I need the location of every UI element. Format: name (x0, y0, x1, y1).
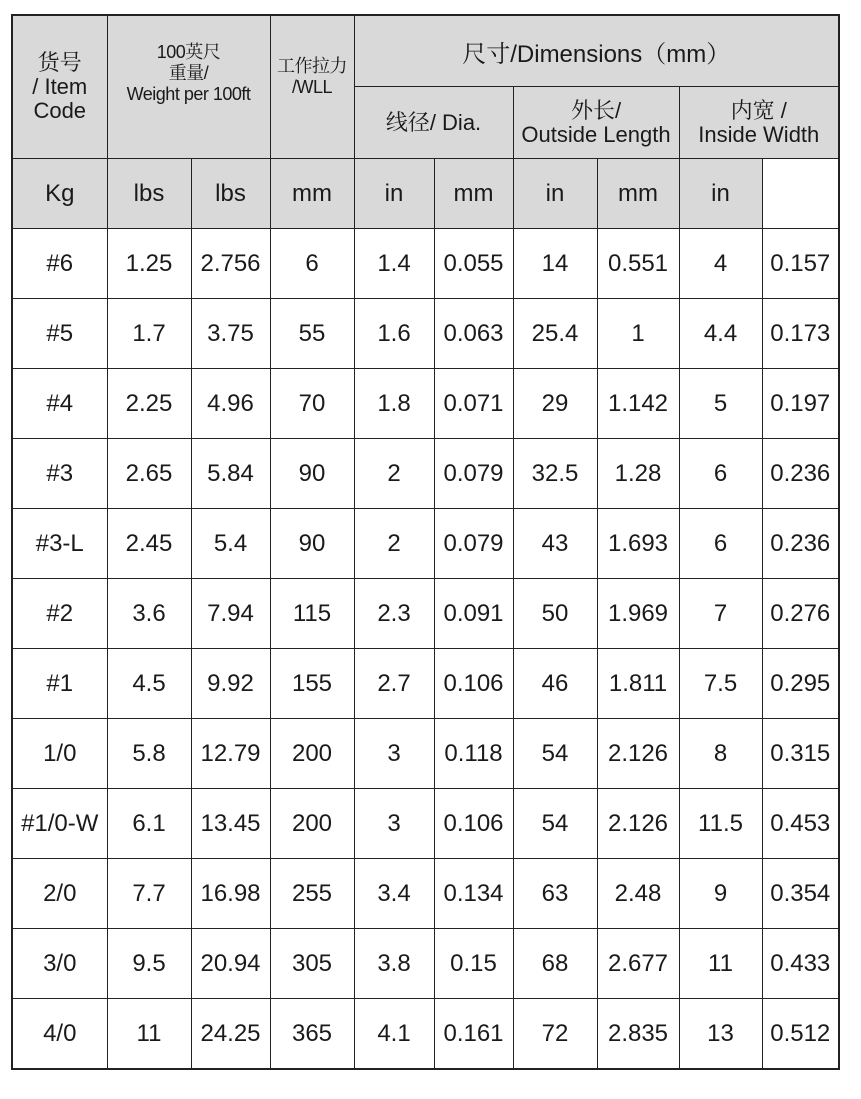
cell-outside-length-in: 1.28 (597, 439, 679, 509)
table-row (12, 789, 839, 859)
weight-header-line1: 100英尺 (156, 42, 221, 62)
cell-inside-width-in: 0.197 (762, 369, 839, 439)
cell-weight-kg: 5.8 (107, 719, 191, 789)
cell-weight-kg: 7.7 (107, 859, 191, 929)
table-row (12, 649, 839, 719)
cell-weight-lbs: 3.75 (191, 299, 270, 369)
cell-weight-kg: 4.5 (107, 649, 191, 719)
cell-item-code: #5 (12, 299, 107, 369)
cell-outside-length-in: 2.126 (597, 789, 679, 859)
cell-outside-length-in: 0.551 (597, 229, 679, 299)
cell-wll-lbs: 200 (270, 719, 354, 789)
unit-inside-in: in (679, 159, 762, 229)
unit-outside-in: in (513, 159, 597, 229)
cell-item-code: 2/0 (12, 859, 107, 929)
cell-inside-width-mm: 6 (679, 439, 762, 509)
weight-header (107, 15, 270, 159)
cell-outside-length-in: 2.48 (597, 859, 679, 929)
cell-weight-kg: 1.7 (107, 299, 191, 369)
unit-dia-mm: mm (270, 159, 354, 229)
cell-outside-length-mm: 72 (513, 999, 597, 1070)
cell-inside-width-in: 0.315 (762, 719, 839, 789)
cell-wll-lbs: 90 (270, 509, 354, 579)
cell-outside-length-mm: 43 (513, 509, 597, 579)
item-code-header (12, 15, 107, 159)
cell-dia-mm: 2 (354, 439, 434, 509)
cell-dia-in: 0.079 (434, 439, 513, 509)
cell-item-code: #4 (12, 369, 107, 439)
cell-dia-mm: 3 (354, 719, 434, 789)
cell-outside-length-in: 1.811 (597, 649, 679, 719)
cell-dia-in: 0.063 (434, 299, 513, 369)
cell-weight-lbs: 4.96 (191, 369, 270, 439)
cell-outside-length-mm: 32.5 (513, 439, 597, 509)
cell-weight-kg: 1.25 (107, 229, 191, 299)
cell-wll-lbs: 155 (270, 649, 354, 719)
cell-weight-lbs: 16.98 (191, 859, 270, 929)
cell-outside-length-mm: 63 (513, 859, 597, 929)
cell-outside-length-mm: 29 (513, 369, 597, 439)
cell-outside-length-in: 2.126 (597, 719, 679, 789)
weight-header-line2: 重量/ (168, 63, 209, 83)
cell-inside-width-mm: 11 (679, 929, 762, 999)
table-row (12, 929, 839, 999)
table-row (12, 579, 839, 649)
cell-item-code: #1/0-W (12, 789, 107, 859)
cell-inside-width-in: 0.157 (762, 229, 839, 299)
inside-width-header (679, 87, 839, 159)
cell-weight-lbs: 2.756 (191, 229, 270, 299)
cell-outside-length-mm: 14 (513, 229, 597, 299)
table-row (12, 509, 839, 579)
cell-inside-width-in: 0.295 (762, 649, 839, 719)
dimensions-header: 尺寸/Dimensions（mm） (354, 15, 839, 87)
cell-outside-length-in: 1.142 (597, 369, 679, 439)
cell-inside-width-in: 0.433 (762, 929, 839, 999)
table-row (12, 999, 839, 1070)
cell-wll-lbs: 305 (270, 929, 354, 999)
unit-weight-kg: Kg (12, 159, 107, 229)
wll-header (270, 15, 354, 159)
item-code-header-en2: Code (33, 98, 87, 123)
cell-inside-width-in: 0.236 (762, 509, 839, 579)
units-row (12, 159, 839, 229)
cell-weight-lbs: 24.25 (191, 999, 270, 1070)
item-code-header-cn: 货号 (37, 50, 82, 75)
cell-weight-lbs: 13.45 (191, 789, 270, 859)
cell-weight-lbs: 9.92 (191, 649, 270, 719)
unit-outside-mm: mm (434, 159, 513, 229)
unit-weight-lbs: lbs (107, 159, 191, 229)
cell-outside-length-mm: 50 (513, 579, 597, 649)
cell-dia-in: 0.091 (434, 579, 513, 649)
cell-inside-width-mm: 7.5 (679, 649, 762, 719)
cell-dia-mm: 4.1 (354, 999, 434, 1070)
cell-inside-width-mm: 4 (679, 229, 762, 299)
cell-dia-mm: 2.3 (354, 579, 434, 649)
cell-inside-width-mm: 8 (679, 719, 762, 789)
cell-dia-mm: 3.4 (354, 859, 434, 929)
dia-header: 线径/ Dia. (354, 87, 513, 159)
cell-item-code: 1/0 (12, 719, 107, 789)
cell-weight-lbs: 7.94 (191, 579, 270, 649)
cell-outside-length-in: 1.693 (597, 509, 679, 579)
inside-width-header-cn: 内宽 / (730, 97, 787, 123)
cell-wll-lbs: 70 (270, 369, 354, 439)
cell-wll-lbs: 365 (270, 999, 354, 1070)
cell-item-code: 3/0 (12, 929, 107, 999)
cell-wll-lbs: 255 (270, 859, 354, 929)
cell-outside-length-mm: 25.4 (513, 299, 597, 369)
cell-inside-width-in: 0.512 (762, 999, 839, 1070)
cell-dia-mm: 3 (354, 789, 434, 859)
cell-inside-width-mm: 6 (679, 509, 762, 579)
cell-weight-kg: 6.1 (107, 789, 191, 859)
cell-dia-in: 0.055 (434, 229, 513, 299)
cell-dia-in: 0.161 (434, 999, 513, 1070)
table-row (12, 229, 839, 299)
cell-weight-kg: 2.25 (107, 369, 191, 439)
cell-inside-width-mm: 9 (679, 859, 762, 929)
cell-outside-length-in: 1.969 (597, 579, 679, 649)
cell-item-code: #1 (12, 649, 107, 719)
cell-weight-kg: 2.65 (107, 439, 191, 509)
cell-inside-width-in: 0.236 (762, 439, 839, 509)
outside-length-header-cn: 外长/ (570, 97, 622, 123)
cell-inside-width-mm: 7 (679, 579, 762, 649)
cell-inside-width-mm: 11.5 (679, 789, 762, 859)
cell-dia-mm: 1.8 (354, 369, 434, 439)
cell-outside-length-mm: 46 (513, 649, 597, 719)
cell-wll-lbs: 200 (270, 789, 354, 859)
table-row (12, 369, 839, 439)
cell-weight-lbs: 20.94 (191, 929, 270, 999)
cell-inside-width-in: 0.173 (762, 299, 839, 369)
cell-dia-mm: 1.4 (354, 229, 434, 299)
cell-outside-length-mm: 68 (513, 929, 597, 999)
cell-dia-mm: 3.8 (354, 929, 434, 999)
cell-inside-width-mm: 13 (679, 999, 762, 1070)
cell-wll-lbs: 6 (270, 229, 354, 299)
cell-dia-in: 0.079 (434, 509, 513, 579)
cell-outside-length-mm: 54 (513, 789, 597, 859)
cell-outside-length-mm: 54 (513, 719, 597, 789)
cell-inside-width-mm: 5 (679, 369, 762, 439)
cell-inside-width-in: 0.453 (762, 789, 839, 859)
cell-weight-lbs: 5.84 (191, 439, 270, 509)
outside-length-header (513, 87, 679, 159)
cell-outside-length-in: 1 (597, 299, 679, 369)
outside-length-header-en: Outside Length (521, 121, 671, 147)
cell-dia-in: 0.134 (434, 859, 513, 929)
table-row (12, 859, 839, 929)
cell-item-code: #2 (12, 579, 107, 649)
cell-item-code: #3 (12, 439, 107, 509)
cell-dia-in: 0.106 (434, 649, 513, 719)
table-body (12, 229, 839, 1070)
cell-dia-in: 0.15 (434, 929, 513, 999)
table-row (12, 719, 839, 789)
cell-dia-mm: 1.6 (354, 299, 434, 369)
cell-inside-width-in: 0.354 (762, 859, 839, 929)
item-code-header-en1: / Item (32, 74, 88, 99)
inside-width-header-en: Inside Width (698, 121, 820, 147)
weight-header-line3: Weight per 100ft (126, 84, 251, 104)
table-header (12, 15, 839, 229)
cell-inside-width-mm: 4.4 (679, 299, 762, 369)
specification-table (11, 14, 840, 1070)
cell-wll-lbs: 55 (270, 299, 354, 369)
cell-item-code: #6 (12, 229, 107, 299)
cell-weight-kg: 3.6 (107, 579, 191, 649)
cell-item-code: #3-L (12, 509, 107, 579)
cell-weight-kg: 9.5 (107, 929, 191, 999)
cell-dia-in: 0.071 (434, 369, 513, 439)
cell-dia-mm: 2.7 (354, 649, 434, 719)
cell-dia-in: 0.106 (434, 789, 513, 859)
wll-header-cn: 工作拉力 (277, 56, 347, 76)
wll-header-en: /WLL (291, 77, 332, 97)
cell-dia-mm: 2 (354, 509, 434, 579)
table-row (12, 439, 839, 509)
unit-inside-mm: mm (597, 159, 679, 229)
cell-wll-lbs: 90 (270, 439, 354, 509)
cell-item-code: 4/0 (12, 999, 107, 1070)
cell-wll-lbs: 115 (270, 579, 354, 649)
cell-inside-width-in: 0.276 (762, 579, 839, 649)
cell-weight-kg: 2.45 (107, 509, 191, 579)
cell-weight-kg: 11 (107, 999, 191, 1070)
unit-dia-in: in (354, 159, 434, 229)
table-row (12, 299, 839, 369)
cell-dia-in: 0.118 (434, 719, 513, 789)
cell-weight-lbs: 12.79 (191, 719, 270, 789)
cell-weight-lbs: 5.4 (191, 509, 270, 579)
cell-outside-length-in: 2.677 (597, 929, 679, 999)
cell-outside-length-in: 2.835 (597, 999, 679, 1070)
unit-wll-lbs: lbs (191, 159, 270, 229)
